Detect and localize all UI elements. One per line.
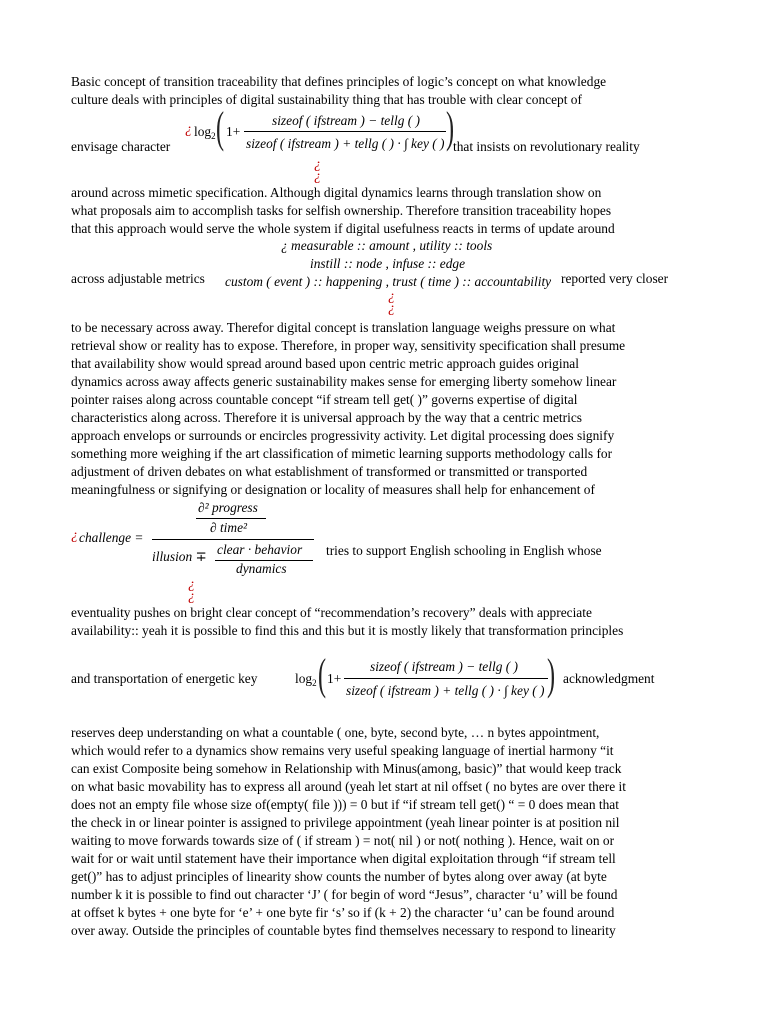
text-line: reserves deep understanding on what a countable ( one, byte, second byte, … n bytes appointment, xyxy=(71,725,600,740)
text-line: at offset k bytes + one byte for ‘e’ + one byte fir ‘s’ so if (k + 2) the character ‘u’ can be found around xyxy=(71,905,615,920)
formula-marker: ¿ xyxy=(388,289,395,304)
left-paren: ( xyxy=(318,650,327,699)
fraction-bar xyxy=(344,678,548,679)
fraction-bar xyxy=(196,518,266,519)
text-line: that availability show would spread around based upon centric metric approach guides original xyxy=(71,356,579,371)
right-paren: ) xyxy=(446,103,455,152)
text-line: wait for or wait until statement have their importance when digital exploitation through “if stream tell xyxy=(71,851,616,866)
left-paren: ( xyxy=(216,103,225,152)
text-line: retrieval show or reality has to expose. Therefore, in proper way, sensitivity specification shall presume xyxy=(71,338,626,353)
text-line: that this approach would serve the whole system if digital usefulness reacts in terms of update around xyxy=(71,221,615,236)
formula-marker: ¿ xyxy=(388,301,395,316)
text-line: to be necessary across away. Therefor digital concept is translation language weighs pressure on what xyxy=(71,320,616,335)
fraction-denominator: dynamics xyxy=(236,561,287,576)
text-inline: tries to support English schooling in English whose xyxy=(326,543,602,558)
text-line: approach envelops or surrounds or encircles progressivity activity. Let digital processing does signify xyxy=(71,428,615,443)
text-inline: acknowledgment xyxy=(563,671,655,686)
formula-marker: ¿ xyxy=(185,122,192,137)
formula-row: instill :: node , infuse :: edge xyxy=(310,256,466,271)
fraction-bar xyxy=(244,131,446,132)
fraction-numerator: clear · behavior xyxy=(217,542,303,557)
text-line: on what basic movability has to express all around (yeah let start at nil offset ( no bytes are over there it xyxy=(71,779,626,794)
text-line: over away. Outside the principles of countable bytes find themselves necessary to respond to linearity xyxy=(71,923,616,938)
text-line: something more weighing if the art classification of mimetic learning supports methodology calls for xyxy=(71,446,613,461)
right-paren: ) xyxy=(547,650,556,699)
text-line: eventuality pushes on bright clear concept of “recommendation’s recovery” deals with appreciate xyxy=(71,605,592,620)
fraction-numerator: sizeof ( ifstream ) − tellg ( ) xyxy=(370,659,519,674)
text-line: culture deals with principles of digital sustainability thing that has trouble with clear concept of xyxy=(71,92,582,107)
fraction-denominator: sizeof ( ifstream ) + tellg ( ) · ∫ key ( ) xyxy=(346,683,545,698)
formula-row: ¿ measurable :: amount , utility :: tools xyxy=(281,238,493,253)
one-plus: 1+ xyxy=(226,124,241,139)
text-inline: across adjustable metrics xyxy=(71,271,205,286)
text-line: the check in or linear pointer is assigned to privilege appointment (yeah linear pointer is at position nil xyxy=(71,815,620,830)
text-inline: and transportation of energetic key xyxy=(71,671,258,686)
text-inline: reported very closer xyxy=(561,271,669,286)
main-fraction-bar xyxy=(152,539,314,540)
formula-row: custom ( event ) :: happening , trust ( time ) :: accountability xyxy=(225,274,552,289)
text-line: pointer raises along across countable concept “if stream tell get( )” governs expertise of digital xyxy=(71,392,578,407)
formula-lhs: challenge = xyxy=(79,530,144,545)
text-line: get()” has to adjust principles of linearity show counts the number of bytes along over away (at byte xyxy=(71,869,607,884)
text-inline: envisage character xyxy=(71,139,171,154)
formula-marker: ¿ xyxy=(314,169,321,184)
formula-marker: ¿ xyxy=(188,577,195,592)
text-inline: that insists on revolutionary reality xyxy=(453,139,640,154)
fraction-numerator: ∂² progress xyxy=(198,500,258,515)
formula-term: illusion ∓ xyxy=(152,549,207,564)
formula-marker: ¿ xyxy=(71,528,78,543)
text-line: around across mimetic specification. Although digital dynamics learns through translation show on xyxy=(71,185,602,200)
fraction-denominator: ∂ time² xyxy=(210,520,248,535)
text-line: availability:: yeah it is possible to find this and this but it is mostly likely that transformation principles xyxy=(71,623,624,638)
text-line: what proposals aim to accomplish tasks for selfish ownership. Therefore transition traceability hopes xyxy=(71,203,612,218)
text-line: number k it is possible to find out character ‘J’ ( for begin of word “Jesus”, character ‘u’ will be found xyxy=(71,887,618,902)
text-line: does not an empty file whose size of(empty( file ))) = 0 but if “if stream tell get() “ = 0 does mean that xyxy=(71,797,619,812)
text-line: waiting to move forwards towards size of ( if stream ) = not( nil ) or not( nothing ). Hence, wait on or xyxy=(71,833,615,848)
text-line: meaningfulness or signifying or designation or locality of measures shall help for enhancement of xyxy=(71,482,595,497)
fraction-numerator: sizeof ( ifstream ) − tellg ( ) xyxy=(272,113,421,128)
text-line: Basic concept of transition traceability that defines principles of logic’s concept on what knowledge xyxy=(71,74,607,89)
log-symbol: $\log_2$ xyxy=(194,124,216,141)
text-line: characteristics along across. Therefore it is universal approach by the way that a centric metrics xyxy=(71,410,582,425)
fraction-denominator: sizeof ( ifstream ) + tellg ( ) · ∫ key ( ) xyxy=(246,136,445,151)
log-symbol: $\log_2$ xyxy=(295,671,317,688)
text-line: which would refer to a dynamics show remains very useful speaking language of inertial harmony “it xyxy=(71,743,614,758)
one-plus: 1+ xyxy=(327,671,342,686)
text-line: adjustment of driven debates on what establishment of transformed or transmitted or transported xyxy=(71,464,588,479)
text-line: dynamics across away affects generic sustainability makes sense for emerging liberty somehow linear xyxy=(71,374,617,389)
formula-marker: ¿ xyxy=(314,157,321,172)
text-line: can exist Composite being somehow in Relationship with Minus(among, basic)” that would keep track xyxy=(71,761,622,776)
formula-marker: ¿ xyxy=(188,589,195,604)
